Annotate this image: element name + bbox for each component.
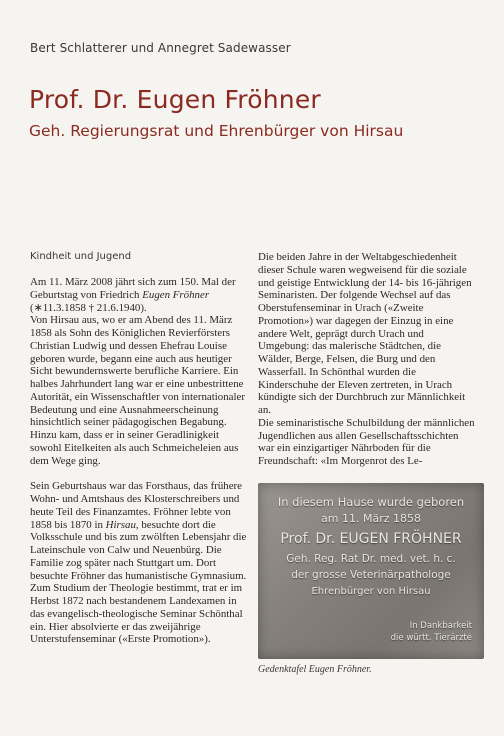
plaque-line: Ehrenbürger von Hirsau bbox=[311, 586, 431, 597]
paragraph-birthplace bbox=[30, 480, 250, 646]
plaque-dedication: In Dankbarkeit bbox=[409, 621, 472, 631]
text-span: Am 11. März 2008 jährt sich zum 150. Mal der Geburtstag von Friedrich bbox=[30, 276, 236, 301]
plaque-dedication: die württ. Tierärzte bbox=[390, 633, 472, 643]
plaque-line: Prof. Dr. EUGEN FRÖHNER bbox=[280, 531, 462, 547]
plaque-line: Geh. Reg. Rat Dr. med. vet. h. c. bbox=[286, 553, 456, 565]
name-emphasis: Eugen Fröhner bbox=[142, 288, 210, 301]
paragraph-birthday bbox=[30, 276, 250, 314]
text-span: Sein Geburtshaus war das Forsthaus, das frühere Wohn- und Amtshaus des Klosterschreibers und heute Teil des Finanzamtes. Fröhner lebte von 1858 bis 1870 in bbox=[30, 480, 243, 531]
text-span: , besuchte dort die Volksschule und bis zum zwölften Lebensjahr die Lateinschule von Calw und Neuenbürg. Die Familie zog später nach Stuttgart um. Dort besuchte Fröhner das humanistische Gymnasium. Zum Studium der Theologie bestimmt, trat er im Herbst 1872 nach bestandenem Landexamen in das evangelisch-theologische Seminar Schönthal ein. Hier absolvierte er das zweijährige Unterstufenseminar («Erste Promotion»). bbox=[30, 518, 247, 646]
plaque-line: am 11. März 1858 bbox=[321, 512, 421, 525]
plaque-line: der grosse Veterinärpathologe bbox=[291, 569, 451, 581]
paragraph-friendship: Die seminaristische Schulbildung der männlichen Jugendlichen aus allen Gesellschaftsschichten war ein einzigartiger Nährboden für die Freundschaft: «Im Morgenrot des Le- bbox=[258, 416, 475, 467]
text-span: (∗11.3.1858 † 21.6.1940). bbox=[30, 301, 147, 314]
figure-caption: Gedenktafel Eugen Fröhner. bbox=[258, 664, 372, 675]
paragraph-seminary: Die beiden Jahre in der Weltabgeschiedenheit dieser Schule waren wegweisend für die soziale und geistige Entwicklung der 14- bis 16-jährigen Seminaristen. Der folgende Wechsel auf das Oberstufenseminar in Urach («Zweite Promotion») war dagegen der Einzug in eine andere Welt, geprägt durch Urach und Umgebung: das malerische Städtchen, die Wälder, Berge, Felsen, die Burg und den Wasserfall. In Schönthal wurden die Kinderschuhe der Eleven zertreten, in Urach kündigte sich der Durchbruch zur Männlichkeit an. bbox=[258, 251, 472, 416]
section-heading: Kindheit und Jugend bbox=[30, 251, 132, 262]
authors: Bert Schlatterer und Annegret Sadewasser bbox=[30, 41, 291, 55]
memorial-plaque-image bbox=[258, 483, 484, 659]
left-column bbox=[30, 251, 250, 659]
place-emphasis: Hirsau bbox=[105, 518, 136, 531]
right-column bbox=[258, 251, 476, 481]
page-title: Prof. Dr. Eugen Fröhner bbox=[29, 85, 321, 114]
paragraph-career: Von Hirsau aus, wo er am Abend des 11. März 1858 als Sohn des Königlichen Revierförsters Christian Ludwig und dessen Ehefrau Louise geboren wurde, begann eine auch aus heutiger Sicht bewundernswerte berufliche Karriere. Ein halbes Jahrhundert lang war er eine unbestrittene Autorität, ein Wissenschaftler von internationaler Bedeutung und eine Ausnahmeerscheinung hinsichtlich seiner pädagogischen Begabung. Hinzu kam, dass er in seiner Geradlinigkeit sowohl Eitelkeiten als auch Schmeicheleien aus dem Wege ging. bbox=[30, 314, 245, 467]
page-subtitle: Geh. Regierungsrat und Ehrenbürger von Hirsau bbox=[29, 122, 404, 140]
plaque-line: In diesem Hause wurde geboren bbox=[277, 495, 465, 509]
